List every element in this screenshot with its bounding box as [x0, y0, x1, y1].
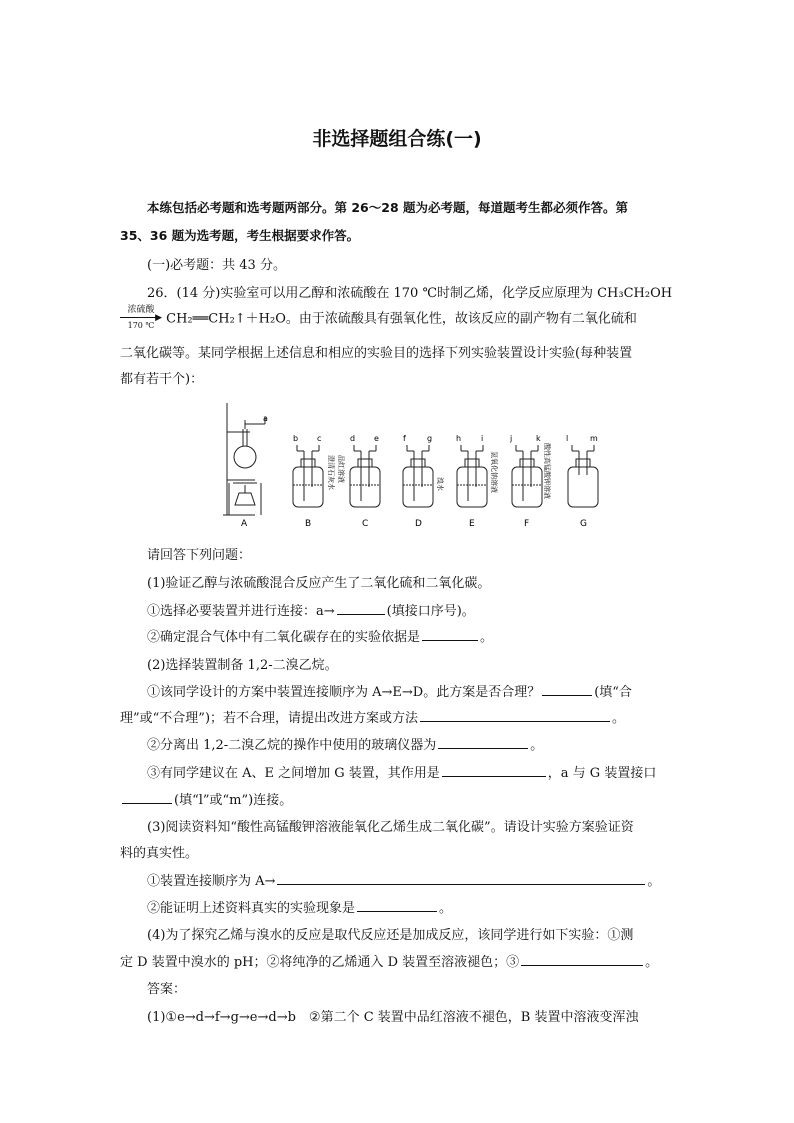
question-1-2-text-b: 。	[480, 630, 494, 645]
question-3-line-2: 料的真实性。	[120, 846, 199, 861]
question-2-3-text-c: (填“l”或“m”)连接。	[174, 793, 293, 808]
arrow-condition-top: 浓硫酸	[127, 305, 155, 315]
answer-blank[interactable]	[521, 953, 643, 966]
port-label-j: j	[510, 434, 513, 443]
question-2-1-cont	[120, 707, 680, 726]
question-2-1-text-c: 理”或“不合理”)；若不合理，请提出改进方案或方法	[120, 711, 419, 726]
question-2: (2)选择装置制备 1,2-二溴乙烷。	[147, 658, 338, 673]
question-1-1	[147, 600, 707, 619]
reagent-c: 品红溶液	[337, 455, 345, 483]
question-2-1-text-d: 。	[612, 711, 626, 726]
question-1-2-text-a: ②确定混合气体中有二氧化碳存在的实验依据是	[147, 630, 421, 645]
question-2-3-text-a: ③有同学建议在 A、E 之间增加 G 装置，其作用是	[147, 766, 440, 781]
q26-line-3: 二氧化碳等。某同学根据上述信息和相应的实验目的选择下列实验装置设计实验(每种装置	[120, 346, 633, 361]
required-section-label: (一)必考题：共 43 分。	[147, 258, 286, 273]
question-1-2	[147, 626, 707, 645]
reagent-f: 酸性高锰酸钾溶液	[543, 443, 551, 499]
question-4-text-c: 。	[645, 955, 659, 970]
port-label-i: i	[481, 434, 484, 443]
port-label-e: e	[374, 434, 379, 443]
question-2-3-cont	[120, 789, 680, 808]
question-3-2-text-b: 。	[439, 901, 453, 916]
question-2-2-text-b: 。	[530, 738, 544, 753]
question-3-1-text-a: ①装置连接顺序为 A→	[147, 874, 276, 889]
apparatus-label-c: C	[362, 519, 369, 529]
answer-blank[interactable]	[438, 736, 528, 749]
question-3-2-text-a: ②能证明上述资料真实的实验现象是	[147, 901, 356, 916]
port-label-c: c	[317, 434, 322, 443]
apparatus-label-a: A	[241, 519, 248, 529]
question-2-1	[147, 681, 707, 700]
question-1-1-text-a: ①选择必要装置并进行连接：a→	[147, 604, 335, 619]
question-2-2-text-a: ②分离出 1,2-二溴乙烷的操作中使用的玻璃仪器为	[147, 738, 437, 753]
question-3-1	[147, 870, 707, 889]
question-1-1-text-b: (填接口序号)。	[386, 604, 475, 619]
question-4-line-2	[120, 951, 680, 970]
question-2-3-text-b: ，a 与 G 装置接口	[547, 766, 657, 781]
intro-line-1: 本练包括必考题和选考题两部分。第 26～28 题为必考题，每道题考生都必须作答。第	[147, 200, 628, 215]
port-label-g: g	[427, 434, 433, 443]
reaction-arrow: 浓硫酸 ▶ 170 ℃	[120, 306, 162, 332]
apparatus-figure	[205, 395, 615, 530]
answer-blank[interactable]	[357, 899, 437, 912]
answer-blank[interactable]	[422, 628, 478, 641]
answer-blank[interactable]	[337, 602, 385, 615]
question-2-1-text-a: ①该同学设计的方案中装置连接顺序为 A→E→D。此方案是否合理？	[147, 685, 541, 700]
question-2-3	[147, 762, 707, 781]
apparatus-label-f: F	[524, 519, 530, 529]
q26-line-1: 26．(14 分)实验室可以用乙醇和浓硫酸在 170 ℃时制乙烯，化学反应原理为 CH₃CH₂OH	[147, 286, 673, 301]
reagent-d: 溴水	[436, 477, 444, 491]
port-label-b: b	[293, 434, 299, 443]
intro-line-2: 35、36 题为选考题，考生根据要求作答。	[120, 228, 360, 243]
page-title: 非选择题组合练(一)	[312, 128, 482, 150]
question-2-1-text-b: (填“合	[594, 685, 632, 700]
answer-blank[interactable]	[122, 791, 172, 804]
apparatus-label-g: G	[580, 519, 587, 529]
question-2-2	[147, 734, 707, 753]
answer-label: 答案：	[147, 982, 187, 997]
port-label-f: f	[403, 434, 406, 443]
reagent-e: 氢氧化钠溶液	[490, 451, 498, 493]
question-3-2	[147, 897, 707, 916]
question-3-1-text-b: 。	[647, 874, 661, 889]
question-4-line-1: (4)为了探究乙烯与溴水的反应是取代反应还是加成反应，该同学进行如下实验：①测	[147, 928, 634, 943]
port-label-l: l	[566, 434, 569, 443]
apparatus-label-b: B	[305, 519, 312, 529]
q26-line-2-text: CH₂══CH₂↑＋H₂O。由于浓硫酸具有强氧化性，故该反应的副产物有二氧化硫和	[166, 311, 637, 327]
answer-line-1: (1)①e→d→f→g→e→d→b ②第二个 C 装置中品红溶液不褪色，B 装置中溶液变浑浊	[147, 1010, 639, 1025]
apparatus-label-e: E	[469, 519, 475, 529]
port-label-a: a	[263, 414, 268, 423]
port-label-h: h	[456, 434, 462, 443]
questions-prompt: 请回答下列问题：	[147, 548, 252, 563]
answer-blank[interactable]	[542, 683, 592, 696]
q26-line-4: 都有若干个)：	[120, 372, 204, 387]
apparatus-label-d: D	[415, 519, 422, 529]
arrow-condition-bottom: 170 ℃	[127, 321, 155, 330]
answer-blank[interactable]	[442, 764, 546, 777]
question-3-line-1: (3)阅读资料知“酸性高锰酸钾溶液能氧化乙烯生成二氧化碳”。请设计实验方案验证资	[147, 820, 634, 835]
reagent-b: 澄清石灰水	[327, 455, 335, 490]
question-1: (1)验证乙醇与浓硫酸混合反应产生了二氧化硫和二氧化碳。	[147, 576, 491, 591]
port-label-d: d	[350, 434, 356, 443]
question-4-text-b: 定 D 装置中溴水的 pH；②将纯净的乙烯通入 D 装置至溶液褪色；③	[120, 955, 520, 970]
q26-line-2	[120, 306, 680, 332]
answer-blank[interactable]	[420, 709, 610, 722]
answer-blank[interactable]	[277, 872, 645, 885]
port-label-m: m	[590, 434, 598, 443]
port-label-k: k	[536, 434, 541, 443]
